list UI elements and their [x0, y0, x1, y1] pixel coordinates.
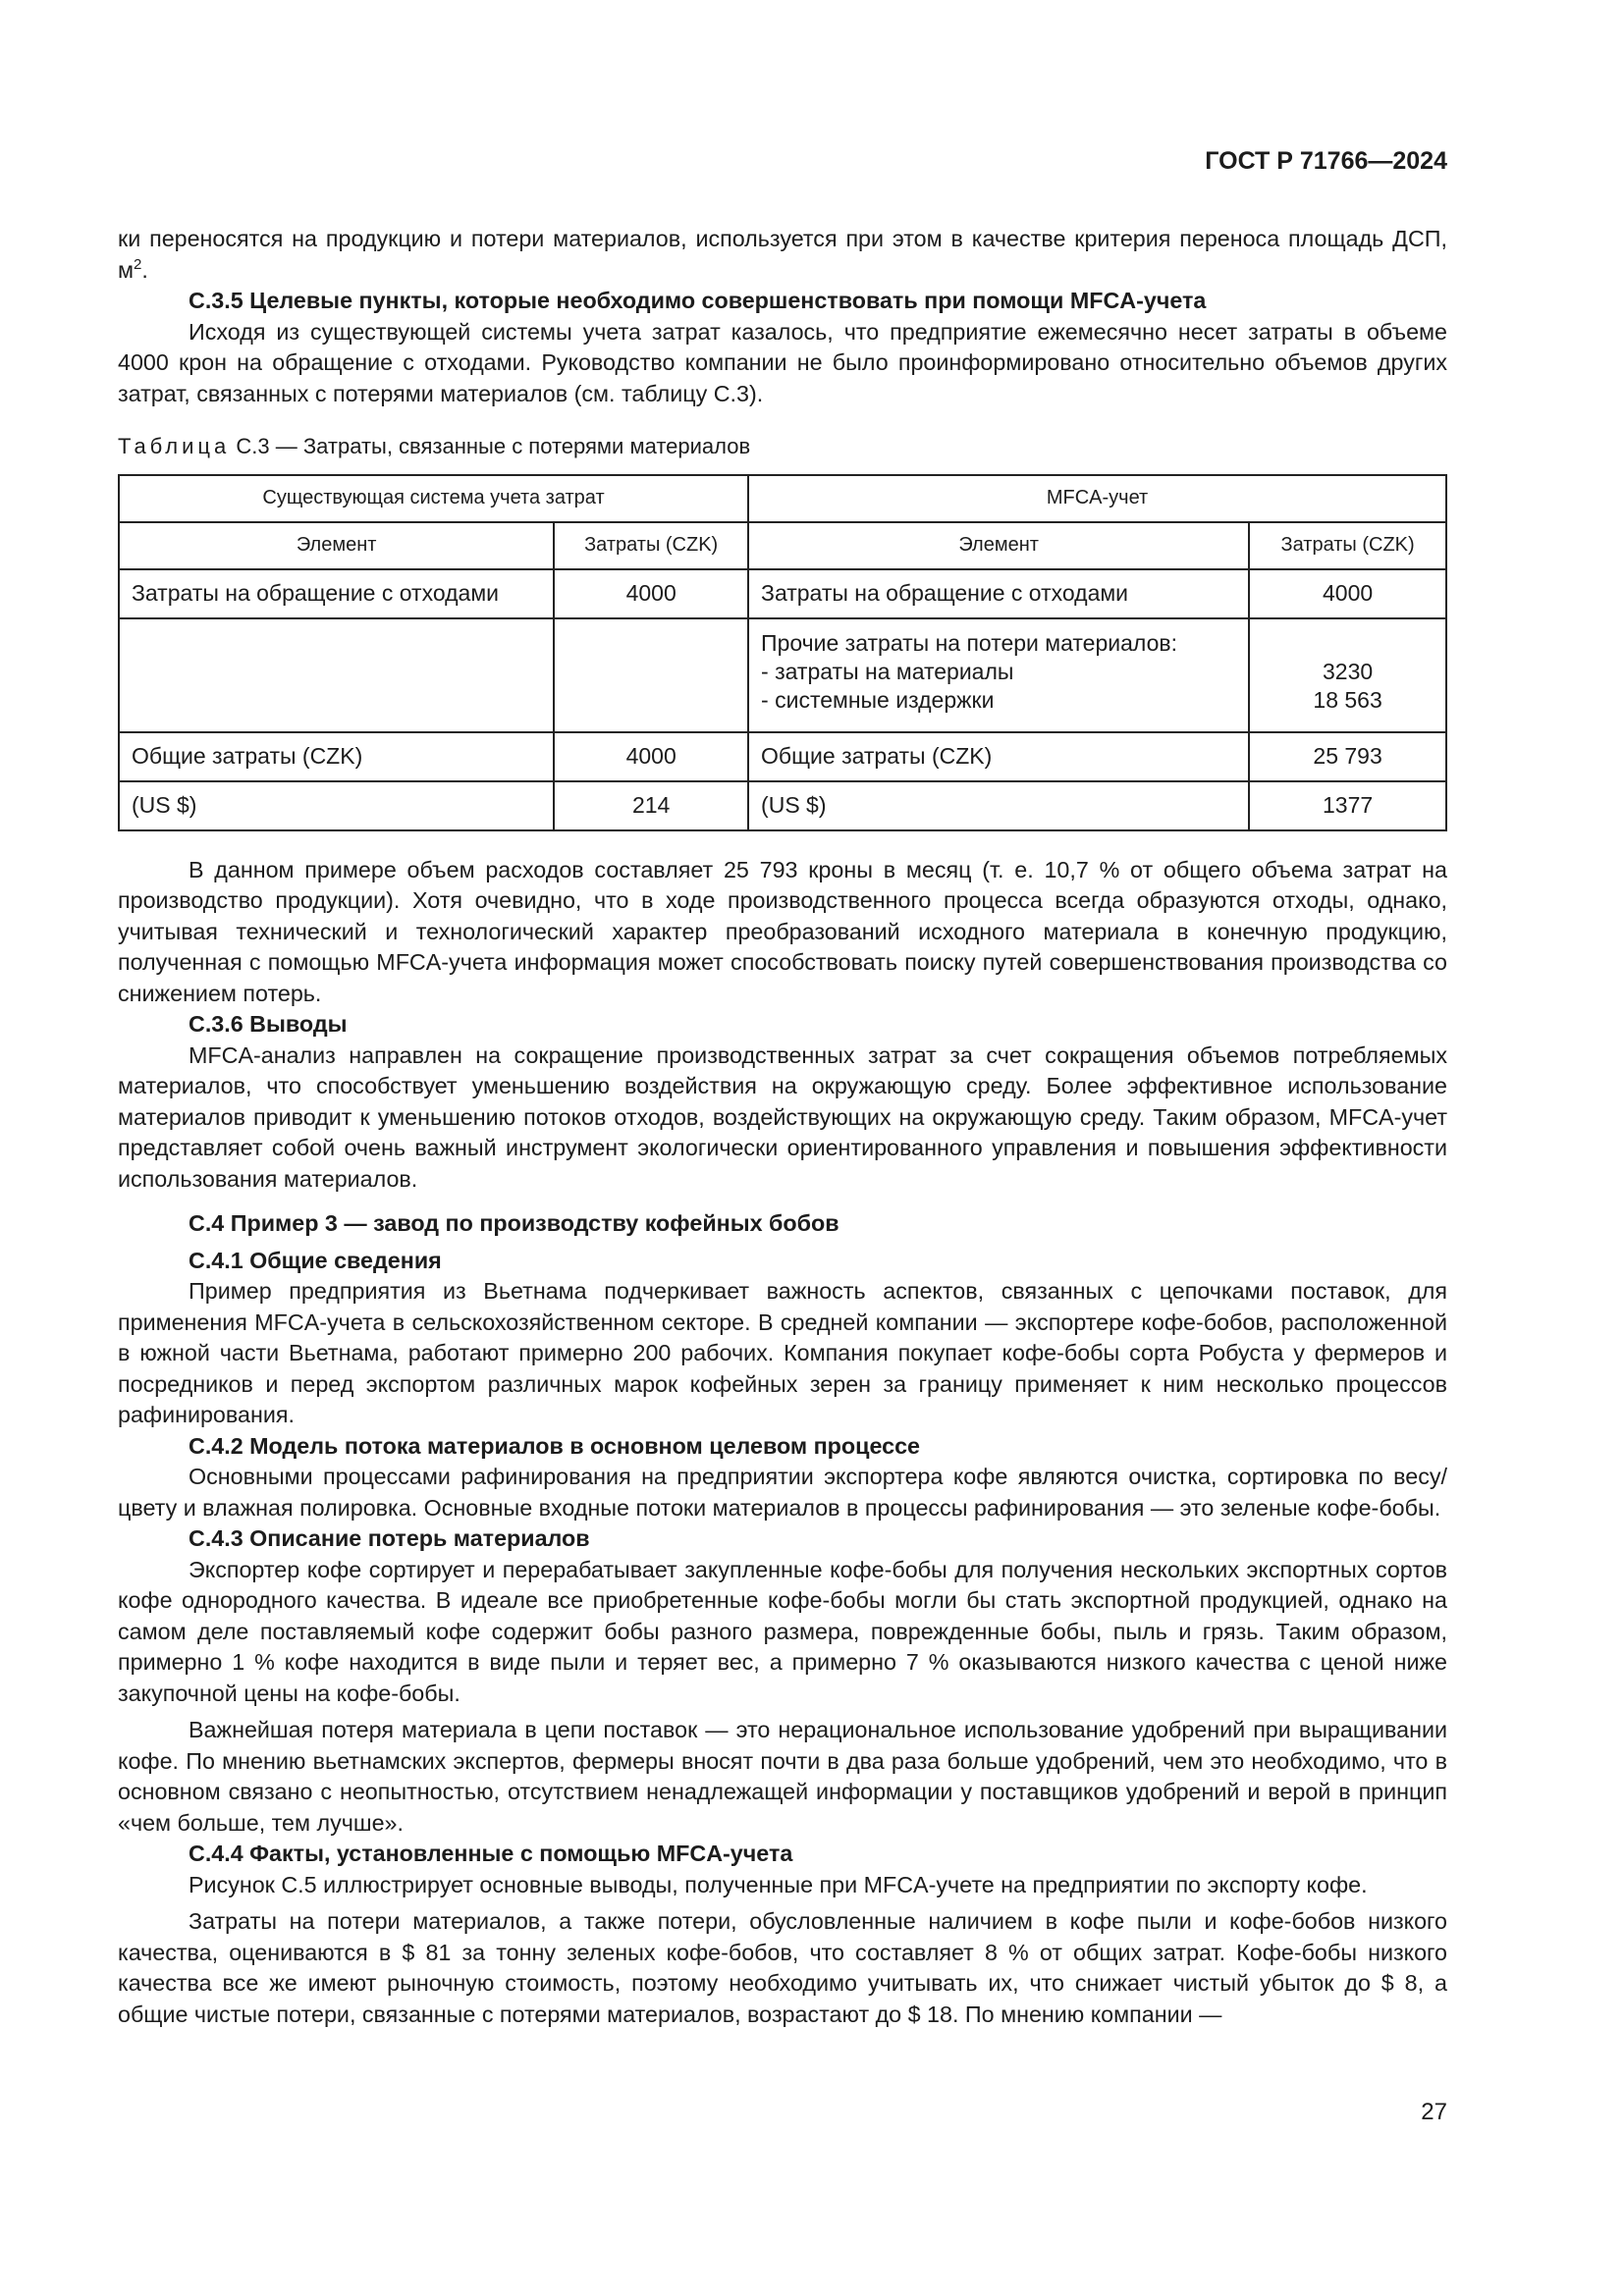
heading-c41: С.4.1 Общие сведения — [189, 1247, 442, 1273]
table-row — [119, 781, 1446, 830]
table-cell: (US $) — [119, 781, 554, 830]
table-cell: Затраты на обращение с отходами — [119, 569, 554, 618]
paragraph-after-table: В данном примере объем расходов составляет 25 793 кроны в месяц (т. е. 10,7 % от общего объема затрат на производство продукции). Хотя очевидно, что в ходе производственного процесса всегда образуются отходы, однако, учитывая технический и технологический характер преобразований исходного материала в конечную продукцию, полученная с помощью MFCA-учета информация может способствовать поиску путей совершенствования производства со снижением потерь. — [118, 856, 1447, 1006]
table-cell: Общие затраты (CZK) — [748, 732, 1249, 781]
paragraph-c35: Исходя из существующей системы учета затрат казалось, что предприятие ежемесячно несет затраты в объеме 4000 крон на обращение с отходами. Руководство компании не было проинформировано относительно объемов других затрат, связанных с потерями материалов (см. таблицу С.3). — [118, 318, 1447, 406]
cell-line: 3230 — [1323, 658, 1374, 684]
table-caption — [118, 431, 1447, 462]
intro-paragraph — [118, 224, 1447, 286]
group-header-mfca: MFCA-учет — [748, 475, 1446, 522]
paragraph-c44b: Затраты на потери материалов, а также потери, обусловленные наличием в кофе пыли и кофе-бобов низкого качества, оцениваются в $ 81 за тонну зеленых кофе-бобов, что составляет 8 % от общих затрат. Кофе-бобы низкого качества все же имеют рыночную стоимость, поэтому необходимо учитывать их, что снижает чистый убыток до $ 8, а общие чистые потери, связанные с потерями материалов, возрастают до $ 18. По мнению компании — — [118, 1908, 1447, 2027]
table-cell — [119, 618, 554, 732]
table-cell: 4000 — [554, 569, 748, 618]
cell-line: 18 563 — [1313, 686, 1382, 713]
table-row — [119, 618, 1446, 732]
table-row — [119, 569, 1446, 618]
heading-c36: С.3.6 Выводы — [189, 1011, 348, 1037]
heading-c42: С.4.2 Модель потока материалов в основном целевом процессе — [189, 1432, 920, 1459]
paragraph-c41: Пример предприятия из Вьетнама подчеркивает важность аспектов, связанных с цепочками поставок, для применения MFCA-учета в сельскохозяйственном секторе. В средней компании — экспортере кофе-бобов, расположенной в южной части Вьетнама, работают примерно 200 рабочих. Компания покупает кофе-бобы сорта Робуста у фермеров и посредников и перед экспортом различных марок кофейных зерен за границу применяет к ним несколько процессов рафинирования. — [118, 1278, 1447, 1427]
col-header-element-mfca: Элемент — [748, 522, 1249, 569]
table-cell: Общие затраты (CZK) — [119, 732, 554, 781]
cell-line-spacer — [1262, 629, 1434, 658]
table-cell: 1377 — [1249, 781, 1446, 830]
paragraph-c42: Основными процессами рафинирования на предприятии экспортера кофе являются очистка, сортировка по весу/цвету и влажная полировка. Основные входные потоки материалов в процессы рафинирования — это зеленые кофе-бобы. — [118, 1464, 1447, 1521]
table-cell: 214 — [554, 781, 748, 830]
costs-table — [118, 474, 1447, 831]
table-cell: (US $) — [748, 781, 1249, 830]
table-cell — [1249, 618, 1446, 732]
paragraph-c43b: Важнейшая потеря материала в цепи поставок — это нерациональное использование удобрений при выращивании кофе. По мнению вьетнамских экспертов, фермеры вносят почти в два раза больше удобрений, чем это необходимо, что в основном связано с неопытностью, отсутствием ненадлежащей информации у поставщиков удобрений и верой в принцип «чем больше, тем лучше». — [118, 1717, 1447, 1836]
col-header-element: Элемент — [119, 522, 554, 569]
superscript: 2 — [134, 255, 142, 273]
table-cell — [554, 618, 748, 732]
cell-line: - затраты на материалы — [761, 658, 1014, 684]
table-group-header-row — [119, 475, 1446, 522]
intro-end: . — [141, 256, 148, 283]
page-body — [118, 224, 1447, 2030]
table-caption-label: Таблица — [118, 434, 231, 458]
heading-c35: С.3.5 Целевые пункты, которые необходимо совершенствовать при помощи MFCA-учета — [189, 288, 1207, 313]
document-id: ГОСТ Р 71766—2024 — [1205, 147, 1447, 175]
page-number: 27 — [1421, 2099, 1447, 2125]
heading-c4: С.4 Пример 3 — завод по производству кофейных бобов — [189, 1210, 839, 1236]
table-row — [119, 732, 1446, 781]
paragraph-c36: MFCA-анализ направлен на сокращение производственных затрат за счет сокращения объемов потребляемых материалов, что способствует уменьшению воздействия на окружающую среду. Более эффективное использование материалов приводит к уменьшению потоков отходов, воздействующих на окружающую среду. Таким образом, MFCA-учет представляет собой очень важный инструмент экологически ориентированного управления и повышения эффективности использования материалов. — [118, 1041, 1447, 1192]
paragraph-c43a: Экспортер кофе сортирует и перерабатывает закупленные кофе-бобы для получения нескольких экспортных сортов кофе однородного качества. В идеале все приобретенные кофе-бобы могли бы стать экспортной продукцией, однако на самом деле поставляемый кофе содержит бобы разного размера, поврежденные бобы, пыль и грязь. Таким образом, примерно 1 % кофе находится в виде пыли и теряет вес, а примерно 7 % оказываются низкого качества с ценой ниже закупочной цены на кофе-бобы. — [118, 1556, 1447, 1706]
table-cell: 4000 — [1249, 569, 1446, 618]
heading-c44: С.4.4 Факты, установленные с помощью MFCA-учета — [189, 1841, 793, 1866]
cell-line: - системные издержки — [761, 686, 995, 713]
intro-text: ки переносятся на продукцию и потери материалов, используется при этом в качестве критерия переноса площадь ДСП, м — [118, 226, 1447, 283]
table-cell: Затраты на обращение с отходами — [748, 569, 1249, 618]
group-header-existing: Существующая система учета затрат — [119, 475, 748, 522]
cell-line: Прочие затраты на потери материалов: — [761, 629, 1177, 656]
table-cell — [748, 618, 1249, 732]
paragraph-c44a: Рисунок С.5 иллюстрирует основные выводы, полученные при MFCA-учете на предприятии по экспорту кофе. — [189, 1871, 1368, 1897]
heading-c43: С.4.3 Описание потерь материалов — [189, 1525, 590, 1551]
col-header-cost-mfca: Затраты (CZK) — [1249, 522, 1446, 569]
table-column-header-row — [119, 522, 1446, 569]
table-caption-text: С.3 — Затраты, связанные с потерями материалов — [230, 434, 751, 458]
col-header-cost: Затраты (CZK) — [554, 522, 748, 569]
table-cell: 4000 — [554, 732, 748, 781]
table-cell: 25 793 — [1249, 732, 1446, 781]
